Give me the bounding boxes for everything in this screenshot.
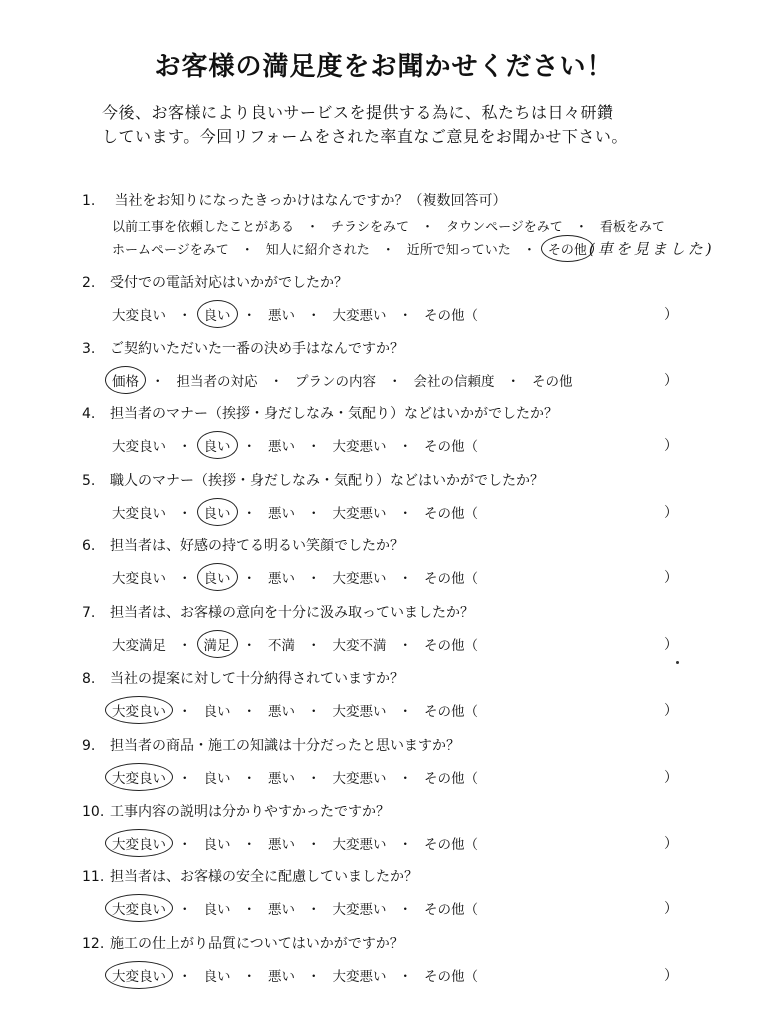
separator: ・ — [307, 638, 321, 654]
question-6-options — [110, 567, 480, 587]
question-label: 施工の仕上がり品質についてはいかがですか？ — [110, 936, 404, 952]
option[interactable]: 大変悪い — [332, 439, 387, 455]
separator: ・ — [178, 571, 192, 587]
question-number: 3. — [82, 341, 96, 357]
question-1-options-row-2 — [110, 238, 715, 259]
separator: ・ — [398, 638, 412, 654]
question-8 — [0, 668, 768, 728]
option[interactable]: その他（ — [424, 638, 478, 654]
option-flyer[interactable]: チラシをみて — [331, 220, 410, 235]
separator: ・ — [242, 638, 256, 654]
separator: ・ — [178, 638, 192, 654]
separator: ・ — [178, 969, 192, 985]
separator: ・ — [307, 837, 321, 853]
question-number: 5. — [82, 473, 96, 489]
question-8-text — [82, 668, 404, 688]
option[interactable]: その他 — [532, 374, 573, 390]
question-9-options — [110, 767, 480, 787]
separator: ・ — [307, 439, 321, 455]
separator: ・ — [398, 704, 412, 720]
other-close-paren: ） — [664, 438, 678, 454]
option[interactable]: 大変良い — [112, 439, 166, 455]
separator: ・ — [574, 220, 588, 235]
question-7-options — [110, 634, 480, 654]
separator: ・ — [178, 837, 192, 853]
question-4-options — [110, 435, 480, 455]
other-close-paren: ） — [664, 901, 678, 917]
question-number: 6. — [82, 538, 96, 554]
question-5-options — [110, 502, 480, 522]
question-11 — [0, 866, 768, 926]
question-number: 8. — [82, 671, 96, 687]
question-10-text — [82, 801, 390, 821]
option-selected[interactable]: 良い — [202, 435, 233, 455]
option[interactable]: 大変良い — [112, 571, 166, 587]
question-1-options-row-1 — [110, 216, 667, 235]
separator: ・ — [242, 439, 256, 455]
separator: ・ — [178, 308, 192, 324]
other-close-paren: ） — [664, 307, 678, 323]
question-12 — [0, 933, 768, 993]
other-close-paren: ） — [664, 836, 678, 852]
question-12-text — [82, 933, 404, 953]
question-7 — [0, 602, 768, 662]
option[interactable]: その他（ — [424, 771, 478, 787]
separator: ・ — [307, 771, 321, 787]
scan-speck — [676, 661, 679, 664]
other-close-paren: ） — [664, 505, 678, 521]
question-number: 4. — [82, 406, 96, 422]
option[interactable]: 大変悪い — [332, 506, 387, 522]
other-close-paren: ） — [664, 570, 678, 586]
option[interactable]: その他（ — [424, 506, 478, 522]
option[interactable]: 悪い — [268, 771, 295, 787]
question-11-options — [110, 898, 480, 918]
separator: ・ — [240, 243, 254, 258]
separator: ・ — [506, 374, 520, 390]
option-neighborhood[interactable]: 近所で知っていた — [406, 243, 511, 258]
separator: ・ — [307, 902, 321, 918]
option[interactable]: 悪い — [268, 902, 295, 918]
separator: ・ — [381, 243, 395, 258]
separator: ・ — [398, 439, 412, 455]
option[interactable]: 悪い — [268, 308, 295, 324]
separator: ・ — [178, 902, 192, 918]
separator: ・ — [242, 506, 256, 522]
separator: ・ — [421, 220, 435, 235]
question-1-text — [82, 190, 506, 210]
separator: ・ — [307, 506, 321, 522]
option[interactable]: その他（ — [424, 308, 478, 324]
option-selected[interactable]: 良い — [202, 304, 233, 324]
option[interactable]: 大変悪い — [332, 771, 387, 787]
separator: ・ — [398, 902, 412, 918]
question-4-text — [82, 403, 558, 423]
separator: ・ — [398, 837, 412, 853]
option-referral[interactable]: 知人に紹介された — [265, 243, 370, 258]
option-selected[interactable]: 良い — [202, 502, 233, 522]
option[interactable]: 悪い — [268, 969, 295, 985]
option[interactable]: その他（ — [424, 704, 478, 720]
separator: ・ — [242, 571, 256, 587]
handwritten-answer: (車を見ました) — [588, 240, 715, 258]
question-number: 2. — [82, 275, 96, 291]
other-close-paren: ） — [664, 968, 678, 984]
question-2-text — [82, 272, 348, 292]
other-close-paren: ） — [664, 770, 678, 786]
option[interactable]: 不満 — [268, 638, 295, 654]
separator: ・ — [307, 704, 321, 720]
separator: ・ — [178, 506, 192, 522]
separator: ・ — [242, 771, 256, 787]
question-label: 当社をお知りになったきっかけはなんですか？（複数回答可） — [114, 193, 507, 209]
separator: ・ — [242, 969, 256, 985]
option[interactable]: 悪い — [268, 704, 295, 720]
option[interactable]: 大変悪い — [332, 969, 387, 985]
separator: ・ — [242, 837, 256, 853]
option-selected[interactable]: 大変良い — [110, 700, 168, 720]
question-1 — [0, 190, 768, 258]
question-12-options — [110, 965, 480, 985]
option[interactable]: プランの内容 — [295, 374, 376, 390]
separator: ・ — [388, 374, 402, 390]
separator: ・ — [398, 571, 412, 587]
question-label: 職人のマナー（挨拶・身だしなみ・気配り）などはいかがでしたか？ — [110, 473, 544, 489]
option-selected[interactable]: 満足 — [202, 634, 233, 654]
question-5 — [0, 470, 768, 530]
question-number: 7. — [82, 605, 96, 621]
separator: ・ — [307, 969, 321, 985]
intro-line-1: 今後、お客様により良いサービスを提供する為に、私たちは日々研鑽 — [102, 103, 614, 122]
option[interactable]: 大変悪い — [332, 837, 387, 853]
option[interactable]: その他（ — [424, 837, 478, 853]
option[interactable]: 会社の信頼度 — [413, 374, 495, 390]
separator: ・ — [242, 902, 256, 918]
option-selected[interactable]: 大変良い — [110, 833, 168, 853]
question-number: 10. — [82, 804, 105, 820]
option[interactable]: 悪い — [268, 506, 295, 522]
option[interactable]: その他（ — [424, 902, 478, 918]
option-selected[interactable]: 価格 — [110, 370, 141, 390]
separator: ・ — [398, 969, 412, 985]
option[interactable]: 良い — [203, 837, 231, 853]
question-5-text — [82, 470, 544, 490]
option-townpage[interactable]: タウンページをみて — [446, 220, 563, 235]
question-4 — [0, 403, 768, 463]
option[interactable]: その他（ — [424, 439, 478, 455]
separator: ・ — [269, 374, 283, 390]
option[interactable]: 悪い — [268, 439, 295, 455]
question-label: 受付での電話対応はいかがでしたか？ — [110, 275, 348, 291]
separator: ・ — [398, 506, 412, 522]
question-label: ご契約いただいた一番の決め手はなんですか？ — [110, 341, 404, 357]
option[interactable]: 大変悪い — [332, 902, 387, 918]
option-signboard[interactable]: 看板をみて — [599, 220, 665, 235]
separator: ・ — [398, 308, 412, 324]
separator: ・ — [307, 571, 321, 587]
question-8-options — [110, 700, 480, 720]
question-3-options — [110, 370, 575, 390]
separator: ・ — [178, 704, 192, 720]
question-label: 担当者は、お客様の意向を十分に汲み取っていましたか？ — [110, 605, 474, 621]
separator: ・ — [398, 771, 412, 787]
question-2-options — [110, 304, 480, 324]
option-previous-work[interactable]: 以前工事を依頼したことがある — [112, 220, 295, 235]
question-number: 9. — [82, 738, 96, 754]
question-label: 担当者の商品・施工の知識は十分だったと思いますか？ — [110, 738, 460, 754]
question-label: 工事内容の説明は分かりやすかったですか？ — [110, 804, 390, 820]
question-number: 12. — [82, 936, 105, 952]
question-10-options — [110, 833, 480, 853]
option[interactable]: 大変良い — [112, 308, 166, 324]
option[interactable]: 悪い — [268, 837, 295, 853]
option[interactable]: 大変悪い — [332, 308, 387, 324]
option[interactable]: 良い — [203, 902, 231, 918]
question-6-text — [82, 535, 404, 555]
separator: ・ — [151, 374, 165, 390]
separator: ・ — [178, 771, 192, 787]
question-3-text — [82, 338, 404, 358]
option[interactable]: 良い — [203, 969, 231, 985]
question-2 — [0, 272, 768, 332]
question-label: 担当者のマナー（挨拶・身だしなみ・気配り）などはいかがでしたか？ — [110, 406, 558, 422]
other-close-paren: ） — [664, 373, 678, 389]
question-10 — [0, 801, 768, 861]
other-close-paren: ） — [664, 703, 678, 719]
question-number: 11. — [82, 869, 105, 885]
option[interactable]: 良い — [203, 771, 231, 787]
option-selected[interactable]: 良い — [202, 567, 233, 587]
option[interactable]: 大変悪い — [332, 704, 387, 720]
question-label: 担当者は、好感の持てる明るい笑顔でしたか？ — [110, 538, 404, 554]
separator: ・ — [178, 439, 192, 455]
question-label: 当社の提案に対して十分納得されていますか？ — [110, 671, 404, 687]
option[interactable]: 大変良い — [112, 506, 166, 522]
option[interactable]: 大変悪い — [332, 571, 387, 587]
separator: ・ — [307, 308, 321, 324]
separator: ・ — [522, 243, 536, 258]
page-title: お客様の満足度をお聞かせください！ — [154, 52, 614, 82]
question-7-text — [82, 602, 474, 622]
option[interactable]: 良い — [203, 704, 231, 720]
option-selected[interactable]: 大変良い — [110, 767, 168, 787]
question-number: 1. — [82, 193, 96, 209]
question-label: 担当者は、お客様の安全に配慮していましたか？ — [110, 869, 418, 885]
option[interactable]: その他（ — [424, 969, 478, 985]
option-selected[interactable]: 大変良い — [110, 965, 168, 985]
option[interactable]: 大変満足 — [112, 638, 166, 654]
option[interactable]: 大変不満 — [332, 638, 387, 654]
separator: ・ — [306, 220, 320, 235]
option-selected[interactable]: 大変良い — [110, 898, 168, 918]
option-other-selected[interactable]: その他 — [546, 239, 589, 258]
option[interactable]: その他（ — [424, 571, 478, 587]
option[interactable]: 担当者の対応 — [176, 374, 258, 390]
separator: ・ — [242, 704, 256, 720]
question-11-text — [82, 866, 418, 886]
question-6 — [0, 535, 768, 595]
question-3 — [0, 338, 768, 398]
separator: ・ — [242, 308, 256, 324]
option[interactable]: 悪い — [268, 571, 295, 587]
other-close-paren: ） — [664, 637, 678, 653]
question-9-text — [82, 735, 460, 755]
question-9 — [0, 735, 768, 795]
intro-line-2: しています。今回リフォームをされた率直なご意見をお聞かせ下さい。 — [102, 127, 628, 146]
option-homepage[interactable]: ホームページをみて — [112, 243, 229, 258]
